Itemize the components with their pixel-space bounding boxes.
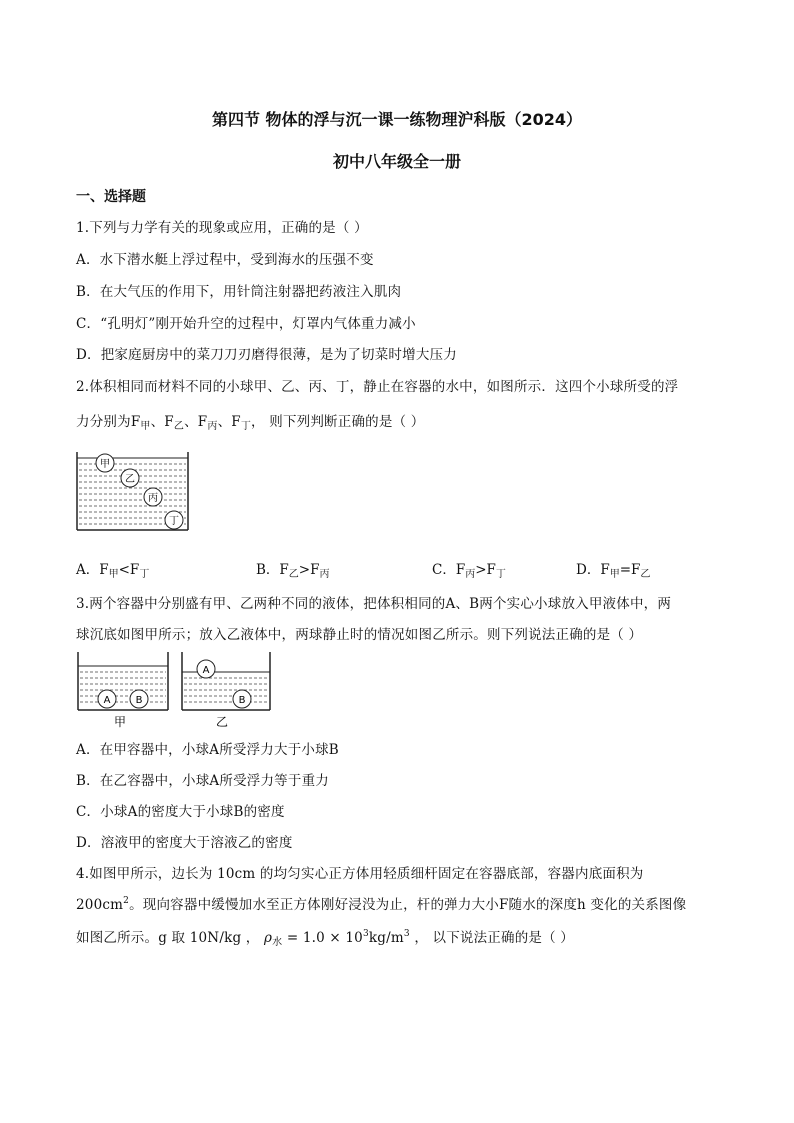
label-yi: 乙	[215, 715, 229, 729]
q3-option-c: C．小球A的密度大于小球B的密度	[76, 804, 285, 820]
yi-ball-b	[233, 690, 251, 708]
q4-line3: 如图乙所示。g 取 10N/kg ， $\rho_水 = 1.0 \times 10^3kg/m^3$ ， 以下说法正确的是（ ）	[76, 929, 575, 948]
q2-stem-line2: 力分别为$F_甲$、$F_乙$、$F_丙$、$F_丁$， 则下列判断正确的是（ ）	[76, 414, 425, 432]
q2-stem-line1: 2.体积相同而材料不同的小球甲、乙、丙、丁，静止在容器的水中，如图所示．这四个小球所受的浮	[76, 379, 679, 395]
ball-ding	[165, 511, 183, 529]
q1-stem: 1.下列与力学有关的现象或应用，正确的是（ ）	[76, 220, 368, 236]
container-yi	[182, 652, 270, 729]
page-title: 第四节 物体的浮与沉一课一练物理沪科版（2024）	[211, 110, 583, 129]
q2-option-a: A．$F_甲<F_丁$	[76, 562, 150, 580]
svg-text:甲: 甲	[100, 459, 110, 470]
svg-text:A: A	[103, 695, 111, 706]
label-jia: 甲	[113, 715, 127, 729]
q1-option-c: C．“孔明灯”刚开始升空的过程中，灯罩内气体重力减小	[76, 316, 416, 332]
svg-text:丁: 丁	[169, 516, 179, 527]
page-subtitle: 初中八年级全一册	[332, 152, 461, 171]
svg-text:B: B	[238, 695, 246, 706]
q4-line1: 4.如图甲所示，边长为 10cm 的均匀实心正方体用轻质细杆固定在容器底部，容器内底面积为	[76, 866, 644, 882]
ball-bing	[144, 488, 162, 506]
q2-container-figure	[76, 450, 192, 532]
q1-option-b: B．在大气压的作用下，用针筒注射器把药液注入肌肉	[76, 284, 402, 300]
q3-stem-line2: 球沉底如图甲所示；放入乙液体中，两球静止时的情况如图乙所示。则下列说法正确的是（ ）	[76, 627, 643, 643]
jia-ball-a	[98, 690, 116, 708]
yi-ball-a	[197, 660, 215, 678]
q2-option-b: B．$F_乙>F_丙$	[256, 562, 330, 580]
section-heading: 一、选择题	[76, 189, 146, 205]
ball-jia	[96, 454, 114, 472]
ball-yi	[121, 469, 139, 487]
q2-option-c: C．$F_丙>F_丁$	[432, 562, 506, 580]
container-jia	[78, 652, 168, 729]
q3-containers-figure	[76, 650, 276, 732]
q4-line2: $200cm^2$。现向容器中缓慢加水至正方体刚好浸没为止，杆的弹力大小F随水的深度h 变化的关系图像	[76, 896, 687, 913]
svg-text:乙: 乙	[125, 474, 135, 485]
svg-text:A: A	[202, 665, 210, 676]
jia-ball-b	[130, 690, 148, 708]
q2-option-d: D．$F_甲=F_乙$	[576, 562, 651, 580]
q3-option-a: A．在甲容器中，小球A所受浮力大于小球B	[76, 742, 339, 758]
q3-option-d: D．溶液甲的密度大于溶液乙的密度	[76, 835, 293, 851]
q3-option-b: B．在乙容器中，小球A所受浮力等于重力	[76, 773, 329, 789]
rho-symbol: ρ	[263, 930, 273, 946]
q1-option-d: D．把家庭厨房中的菜刀刀刃磨得很薄，是为了切菜时增大压力	[76, 347, 457, 363]
svg-text:B: B	[135, 695, 143, 706]
q3-stem-line1: 3.两个容器中分别盛有甲、乙两种不同的液体，把体积相同的A、B两个实心小球放入甲液体中，两	[76, 596, 672, 612]
svg-text:丙: 丙	[148, 493, 158, 504]
q1-option-a: A．水下潜水艇上浮过程中，受到海水的压强不变	[76, 252, 374, 268]
